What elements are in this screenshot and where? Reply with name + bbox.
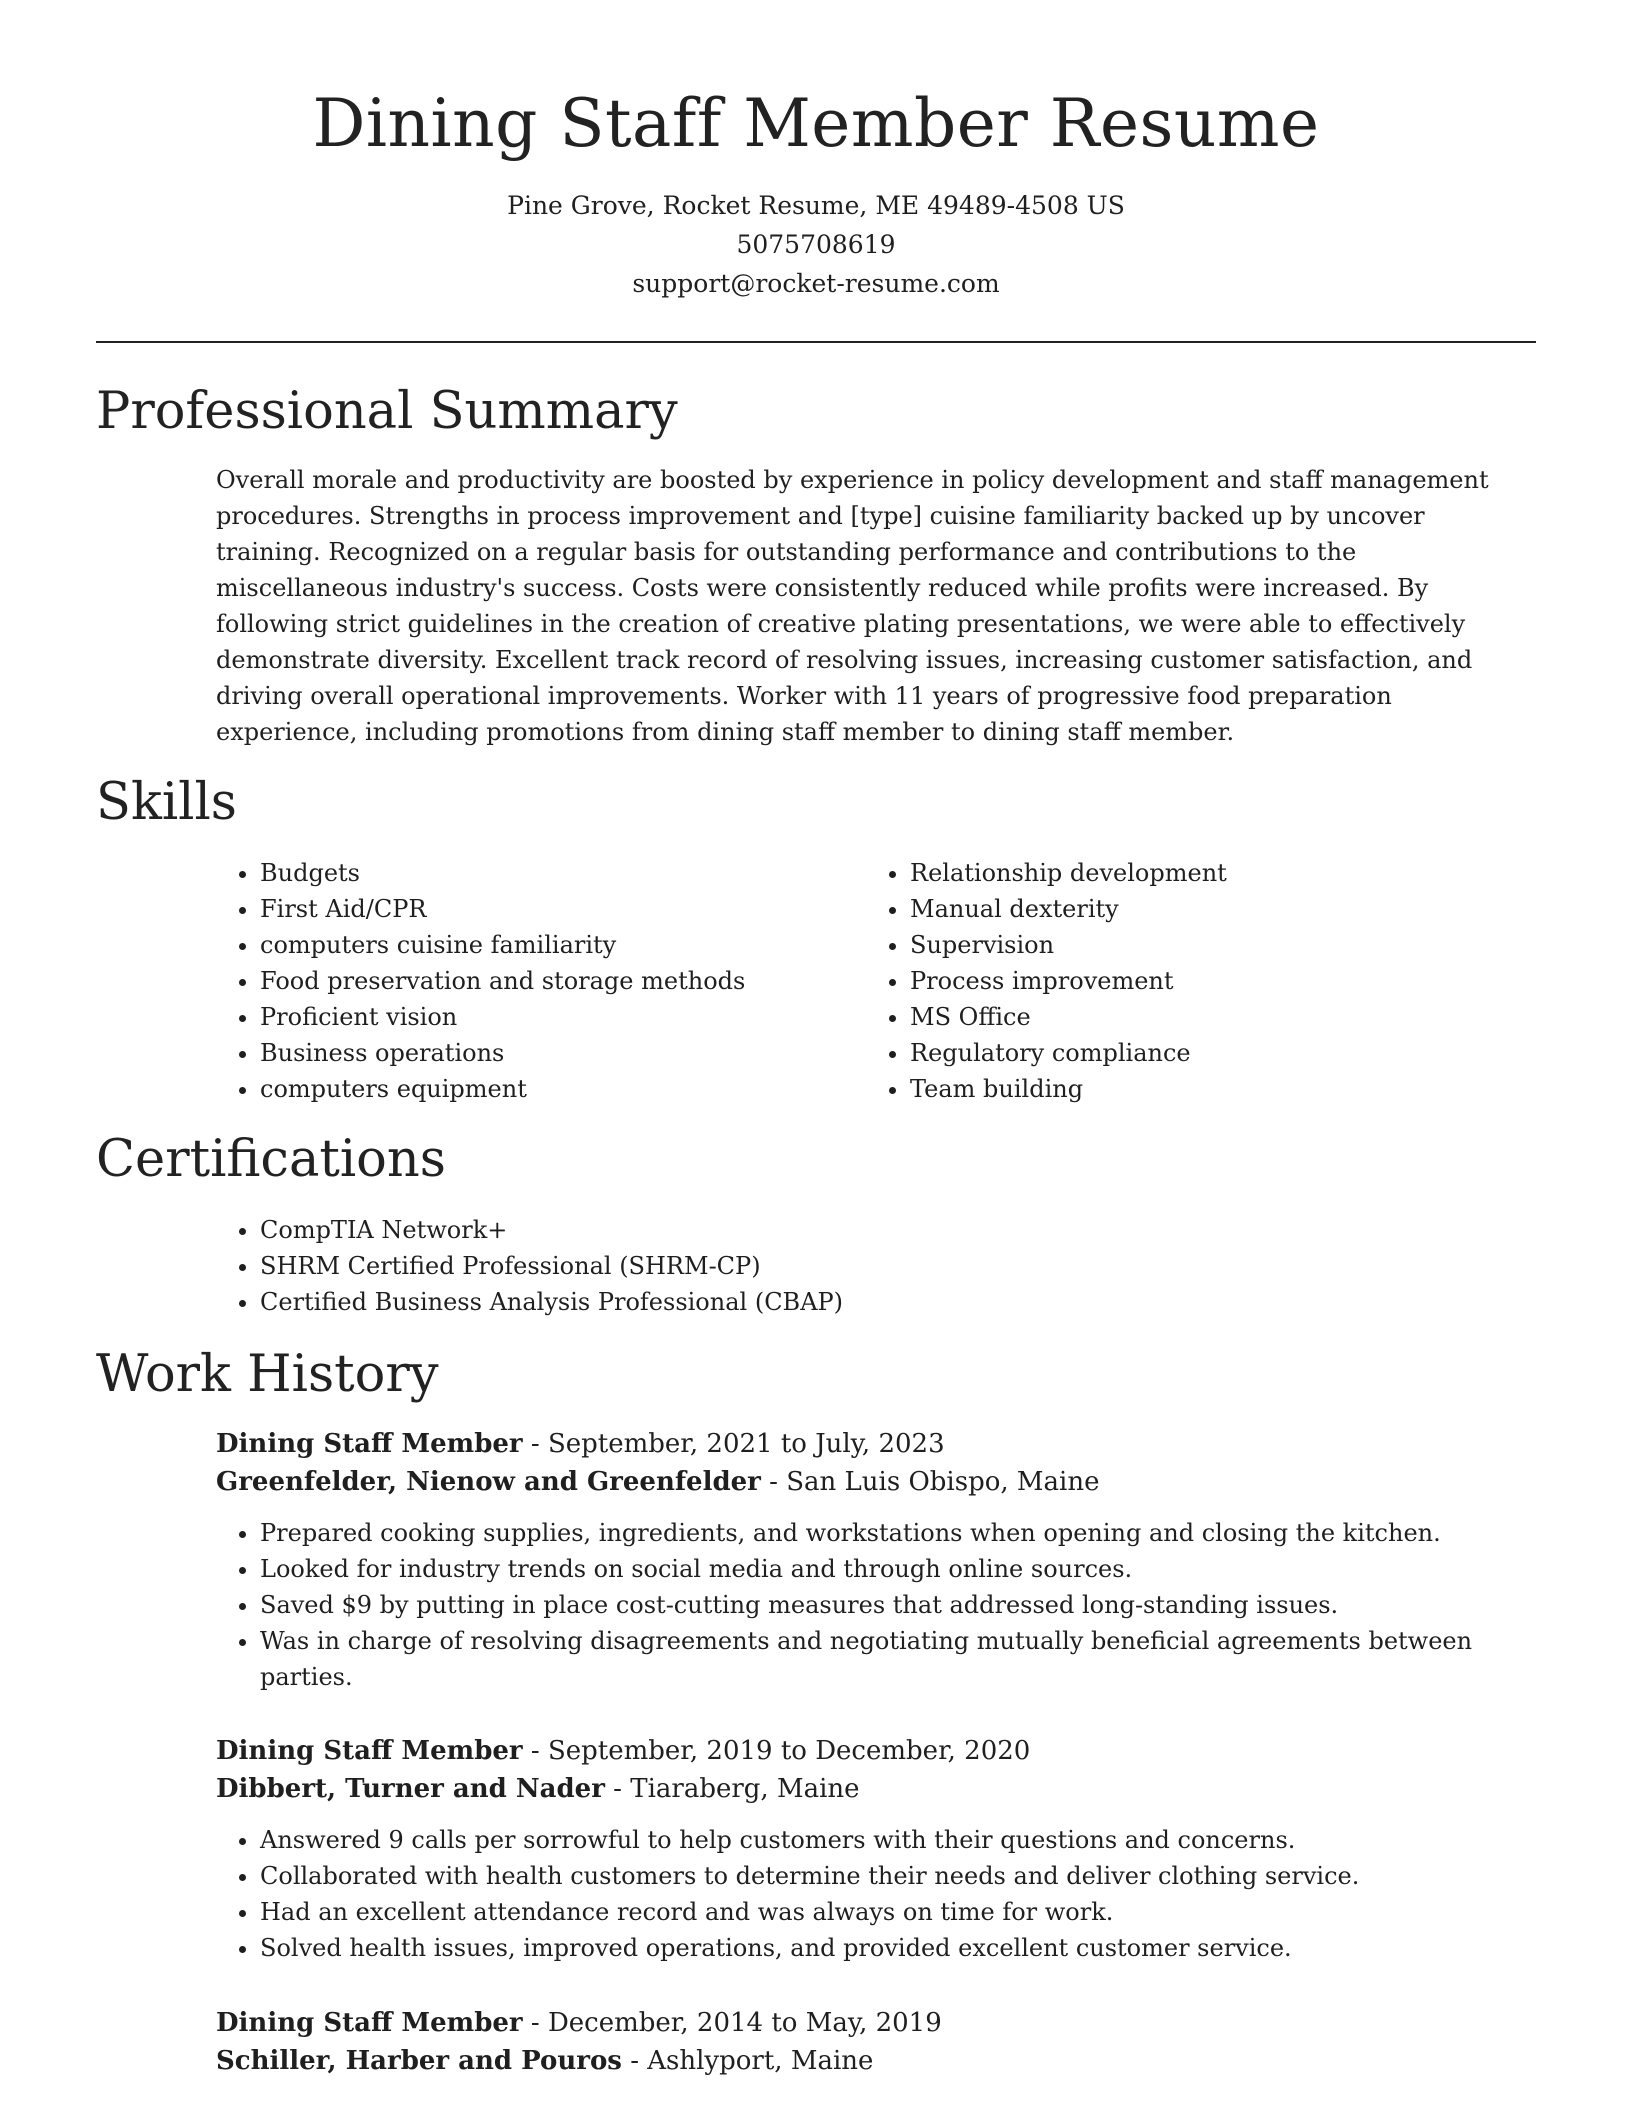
job-duties [216, 1515, 1516, 1695]
certification-item: • SHRM Certified Professional (SHRM-CP) [260, 1248, 1516, 1284]
job-title-line [216, 2004, 1516, 2042]
certifications-heading: Certifications [96, 1130, 446, 1189]
skill-item: • Team building [910, 1071, 1506, 1107]
job-entry [216, 2004, 1516, 2080]
job-duty: • Saved $9 by putting in place cost-cutting measures that addressed long-standing issues. [260, 1587, 1516, 1623]
resume-title: Dining Staff Member Resume [312, 85, 1320, 162]
job-duty: • Collaborated with health customers to determine their needs and deliver clothing service. [260, 1858, 1516, 1894]
skill-item: • Regulatory compliance [910, 1035, 1506, 1071]
summary-text: Overall morale and productivity are boosted by experience in policy development and staff management procedures. Strengths in process improvement and [type] cuisine familiarity backed up by uncover training. Recognized on a regular basis for outstanding performance and contributions to the miscellaneous industry's success. Costs were consistently reduced while profits were increased. By following strict guidelines in the creation of creative plating presentations, we were able to effectively demonstrate diversity. Excellent track record of resolving issues, increasing customer satisfaction, and driving overall operational improvements. Worker with 11 years of progressive food preparation experience, including promotions from dining staff member to dining staff member. [216, 466, 1489, 746]
resume-header [96, 84, 1536, 303]
job-location: - San Luis Obispo, Maine [760, 1467, 1100, 1497]
job-dates: - September, 2021 to July, 2023 [522, 1429, 945, 1459]
job-duty: • Solved health issues, improved operations, and provided excellent customer service. [260, 1930, 1516, 1966]
skill-item: • Process improvement [910, 963, 1506, 999]
job-title-line [216, 1732, 1516, 1770]
job-dates: - September, 2019 to December, 2020 [522, 1736, 1031, 1766]
skill-item: • Manual dexterity [910, 891, 1506, 927]
skill-item: • Relationship development [910, 855, 1506, 891]
job-employer: Dibbert, Turner and Nader [216, 1774, 605, 1804]
job-duty: • Looked for industry trends on social media and through online sources. [260, 1551, 1516, 1587]
job-duty: • Was in charge of resolving disagreements and negotiating mutually beneficial agreements between parties. [260, 1623, 1516, 1695]
job-location: - Tiaraberg, Maine [604, 1774, 860, 1804]
skill-item: • MS Office [910, 999, 1506, 1035]
job-employer: Greenfelder, Nienow and Greenfelder [216, 1467, 761, 1497]
work-history-heading: Work History [96, 1345, 439, 1404]
job-title-line [216, 1425, 1516, 1463]
job-duty: • Had an excellent attendance record and was always on time for work. [260, 1894, 1516, 1930]
header-divider [96, 341, 1536, 343]
certification-item: • Certified Business Analysis Professional (CBAP) [260, 1284, 1516, 1320]
job-duty: • Prepared cooking supplies, ingredients, and workstations when opening and closing the kitchen. [260, 1515, 1516, 1551]
job-title: Dining Staff Member [216, 2008, 523, 2038]
job-employer-line [216, 1463, 1516, 1501]
certifications-list [216, 1212, 1516, 1320]
job-location: - Ashlyport, Maine [621, 2046, 874, 2076]
skill-item: • Food preservation and storage methods [260, 963, 856, 999]
job-duty: • Answered 9 calls per sorrowful to help customers with their questions and concerns. [260, 1822, 1516, 1858]
skills-list-left [216, 855, 856, 1107]
contact-address: Pine Grove, Rocket Resume, ME 49489-4508 US [507, 191, 1125, 220]
job-title: Dining Staff Member [216, 1736, 523, 1766]
skill-item: • Supervision [910, 927, 1506, 963]
job-employer-line [216, 2042, 1516, 2080]
skill-item: • Business operations [260, 1035, 856, 1071]
skills-heading: Skills [96, 773, 237, 832]
certification-item: • CompTIA Network+ [260, 1212, 1516, 1248]
skill-item: • Proficient vision [260, 999, 856, 1035]
job-dates: - December, 2014 to May, 2019 [522, 2008, 942, 2038]
skill-item: • computers equipment [260, 1071, 856, 1107]
skill-item: • computers cuisine familiarity [260, 927, 856, 963]
job-entry [216, 1425, 1516, 1695]
job-employer-line [216, 1770, 1516, 1808]
summary-heading: Professional Summary [96, 382, 678, 441]
contact-phone: 5075708619 [736, 230, 896, 259]
job-employer: Schiller, Harber and Pouros [216, 2046, 622, 2076]
skill-item: • Budgets [260, 855, 856, 891]
skill-item: • First Aid/CPR [260, 891, 856, 927]
job-duties [216, 1822, 1516, 1966]
skills-list-right [866, 855, 1506, 1107]
contact-email: support@rocket-resume.com [632, 269, 1000, 298]
job-entry [216, 1732, 1516, 1966]
job-title: Dining Staff Member [216, 1429, 523, 1459]
contact-info [96, 186, 1536, 303]
